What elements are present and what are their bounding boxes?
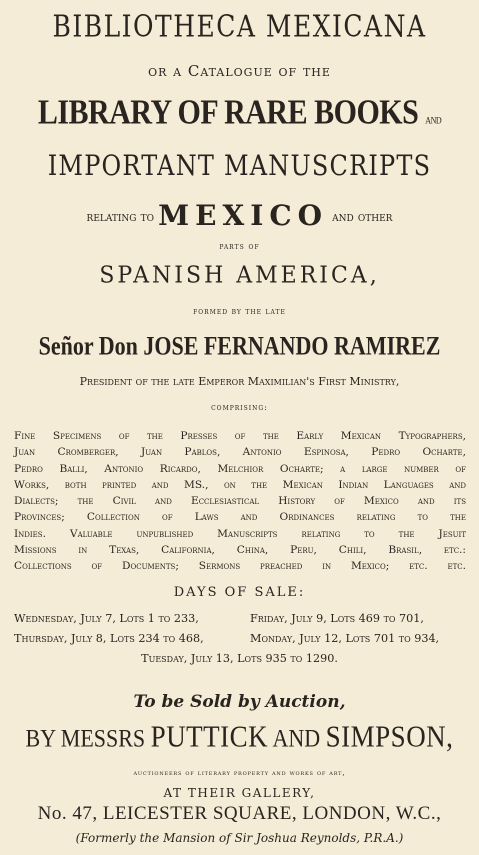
gallery-address: No. 47, LEICESTER SQUARE, LONDON, W.C.,: [37, 803, 442, 824]
name-simpson: SIMPSON,: [325, 718, 454, 754]
and-word: AND: [272, 723, 321, 753]
title-library: LIBRARY OF RARE BOOKS: [37, 93, 419, 132]
auctioneers-line: [0, 719, 479, 755]
contents-line: Indies. Valuable unpublished Manuscripts relating to the Jesuit: [14, 527, 466, 540]
title-formed-by: formed by the late: [193, 307, 286, 316]
title-parts-of: parts of: [219, 242, 260, 252]
title-bibliotheca: BIBLIOTHECA MEXICANA: [52, 9, 427, 44]
contents-line: Collections of Documents; Sermons preached in Mexico; etc. etc.: [14, 560, 466, 573]
contents-line: Juan Cromberger, Juan Pablos, Antonio Espinosa, Pedro Ocharte,: [14, 446, 466, 459]
by-messrs: BY MESSRS: [25, 723, 146, 753]
title-mexico: MEXICO: [158, 199, 328, 232]
sale-day-thursday: Thursday, July 8, Lots 234 to 468,: [14, 632, 204, 645]
title-ramirez: Señor Don JOSE FERNANDO RAMIREZ: [38, 330, 441, 361]
title-and: and: [425, 110, 442, 127]
title-spanish-america: SPANISH AMERICA,: [99, 262, 380, 289]
name-puttick: PUTTICK: [150, 718, 269, 754]
title-library-line: [0, 93, 479, 132]
title-relating-to: relating to: [86, 210, 155, 225]
title-catalogue-line: or a Catalogue of the: [148, 62, 331, 80]
contents-line: Dialects; the Civil and Ecclesiastical History of Mexico and its: [14, 495, 466, 508]
title-and-other: and other: [332, 210, 393, 225]
contents-line: Works, both printed and MS., on the Mexican Indian Languages and: [14, 478, 466, 491]
days-of-sale-heading: DAYS OF SALE:: [173, 585, 306, 600]
sale-day-wednesday: Wednesday, July 7, Lots 1 to 233,: [14, 612, 199, 625]
sale-day-friday: Friday, July 9, Lots 469 to 701,: [250, 612, 424, 625]
contents-paragraph: [14, 428, 466, 575]
title-comprising: comprising:: [211, 403, 268, 412]
title-president: President of the late Emperor Maximilian's First Ministry,: [79, 375, 400, 388]
title-mexico-line: [0, 199, 479, 232]
contents-line: Pedro Balli, Antonio Ricardo, Melchior Ocharte; a large number of: [14, 462, 466, 475]
sale-day-monday: Monday, July 12, Lots 701 to 934,: [250, 632, 440, 645]
former-mansion-note: (Formerly the Mansion of Sir Joshua Reynolds, P.R.A.): [75, 831, 404, 845]
at-their-gallery: AT THEIR GALLERY,: [163, 786, 316, 800]
auctioneers-role: auctioneers of literary property and works of art,: [133, 768, 346, 777]
contents-line: Provinces; Collection of Laws and Ordinances relating to the: [14, 511, 466, 524]
to-be-sold-by-auction: To be Sold by Auction,: [133, 692, 346, 712]
sale-day-tuesday: Tuesday, July 13, Lots 935 to 1290.: [141, 652, 338, 665]
title-manuscripts: IMPORTANT MANUSCRIPTS: [47, 149, 432, 183]
contents-line: Fine Specimens of the Presses of the Early Mexican Typographers,: [14, 430, 466, 442]
contents-line: Missions in Texas, California, China, Peru, Chili, Brasil, etc.:: [14, 544, 466, 557]
